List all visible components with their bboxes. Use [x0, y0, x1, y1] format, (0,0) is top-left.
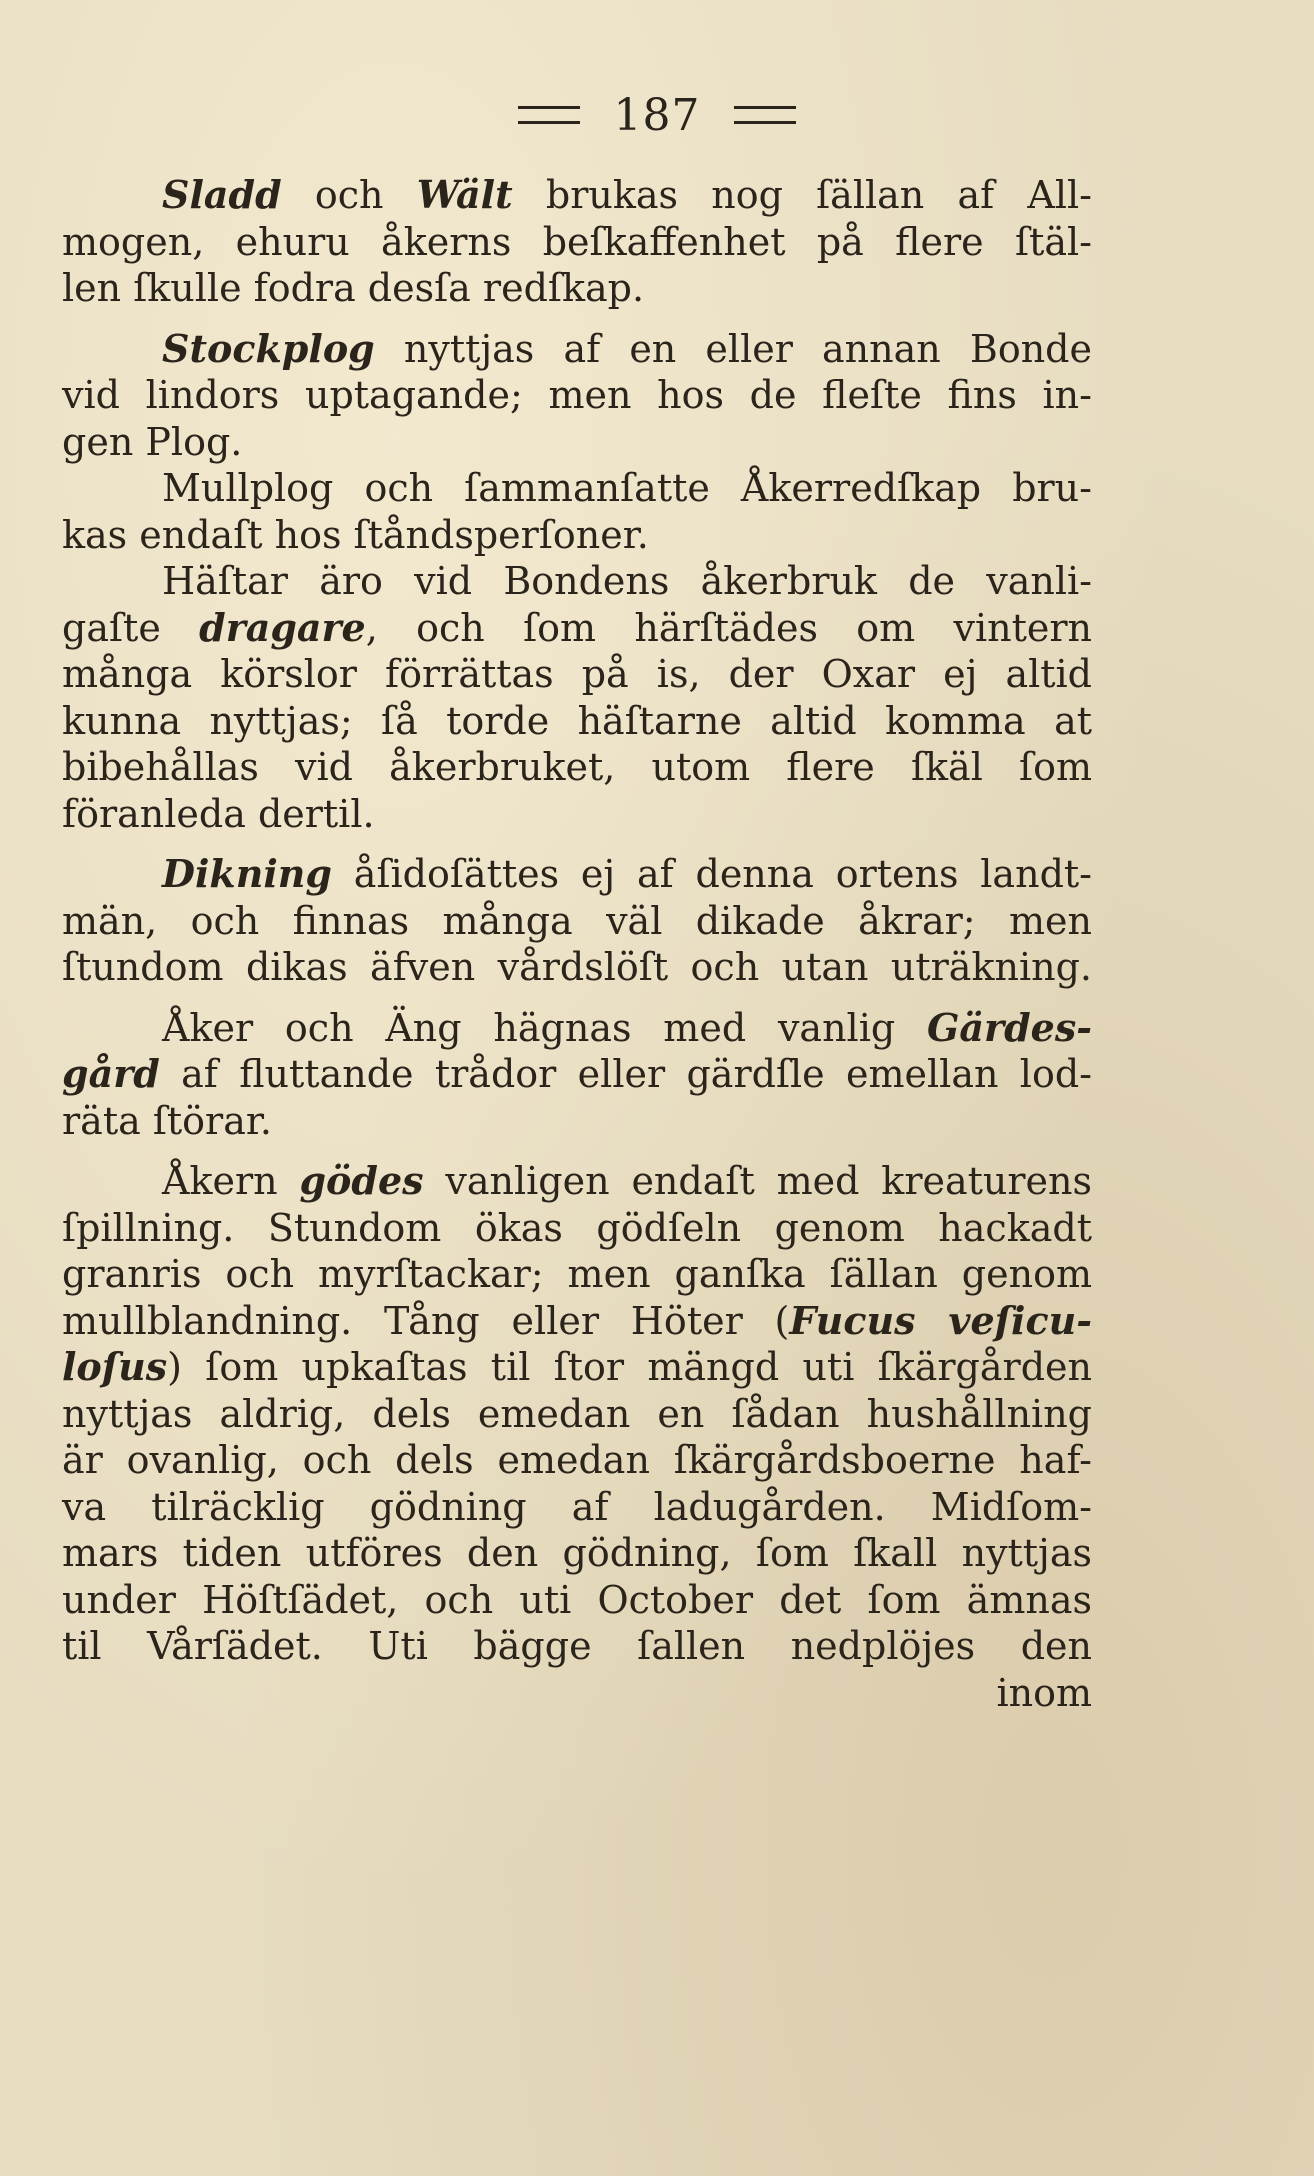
text-line: mars tiden utföres den gödning, ſom ſkall nyttjas: [62, 1531, 1092, 1575]
body-text: [62, 172, 1092, 1716]
text-line: Stockplog nyttjas af en eller annan Bonde: [162, 325, 1092, 371]
text-line: kas endaſt hos ſtåndsperſoner.: [62, 512, 649, 557]
text-line: många körslor förrättas på is, der Oxar ej altid: [62, 652, 1092, 696]
text-line: Sladd och Wält brukas nog ſällan af All-: [162, 172, 1092, 217]
page-header: [0, 80, 1314, 150]
text-line: Häſtar äro vid Bondens åkerbruk de vanli-: [162, 559, 1092, 603]
text-line: Mullplog och ſammanſatte Åkerredſkap bru-: [162, 466, 1092, 510]
text-line: ſtundom dikas äfven vårdslöſt och utan uträkning.: [62, 945, 1092, 989]
left-ornament-rule: [518, 106, 580, 124]
text-line: nyttjas aldrig, dels emedan en ſådan hushållning: [62, 1391, 1092, 1436]
right-ornament-rule: [734, 106, 796, 124]
text-line: va tilräcklig gödning af ladugården. Midſom-: [62, 1484, 1092, 1529]
text-line: granris och myrſtackar; men ganſka ſällan genom: [62, 1252, 1092, 1296]
text-line: under Höſtſädet, och uti October det ſom ämnas: [62, 1577, 1092, 1622]
text-line: til Vårſädet. Uti bägge ſallen nedplöjes den: [62, 1624, 1092, 1668]
text-line: vid lindors uptagande; men hos de fleſte fins in-: [62, 373, 1092, 417]
text-line: mogen, ehuru åkerns beſkaffenhet på flere ſtäl-: [62, 219, 1092, 264]
text-line: len ſkulle fodra desſa redſkap.: [62, 266, 645, 310]
text-line: gaſte dragare, och ſom härſtädes om vintern: [62, 604, 1092, 650]
text-line: män, och finnas många väl dikade åkrar; men: [62, 898, 1092, 943]
text-line: mullblandning. Tång eller Höter (Fucus veſicu-: [62, 1297, 1092, 1343]
catchword: inom: [996, 1670, 1092, 1715]
page-number: 187: [613, 89, 701, 141]
text-line: gård af fluttande trådor eller gärdſle emellan lod-: [62, 1051, 1092, 1096]
text-line: bibehållas vid åkerbruket, utom flere ſkäl ſom: [62, 745, 1092, 789]
text-line: Åkern gödes vanligen endaſt med kreaturens: [162, 1158, 1092, 1203]
text-line: ſpillning. Stundom ökas gödſeln genom hackadt: [62, 1205, 1092, 1250]
text-line: räta ſtörar.: [62, 1098, 272, 1143]
text-line: föranleda dertil.: [62, 791, 375, 836]
text-line: loſus) ſom upkaſtas til ſtor mängd uti ſkärgården: [62, 1344, 1092, 1389]
text-line: är ovanlig, och dels emedan ſkärgårdsboerne haf-: [62, 1438, 1092, 1482]
text-line: kunna nyttjas; ſå torde häſtarne altid komma at: [62, 698, 1092, 743]
text-line: Åker och Äng hägnas med vanlig Gärdes-: [162, 1004, 1092, 1050]
text-line: Dikning åſidoſättes ej af denna ortens landt-: [162, 851, 1092, 896]
text-line: gen Plog.: [62, 419, 243, 464]
